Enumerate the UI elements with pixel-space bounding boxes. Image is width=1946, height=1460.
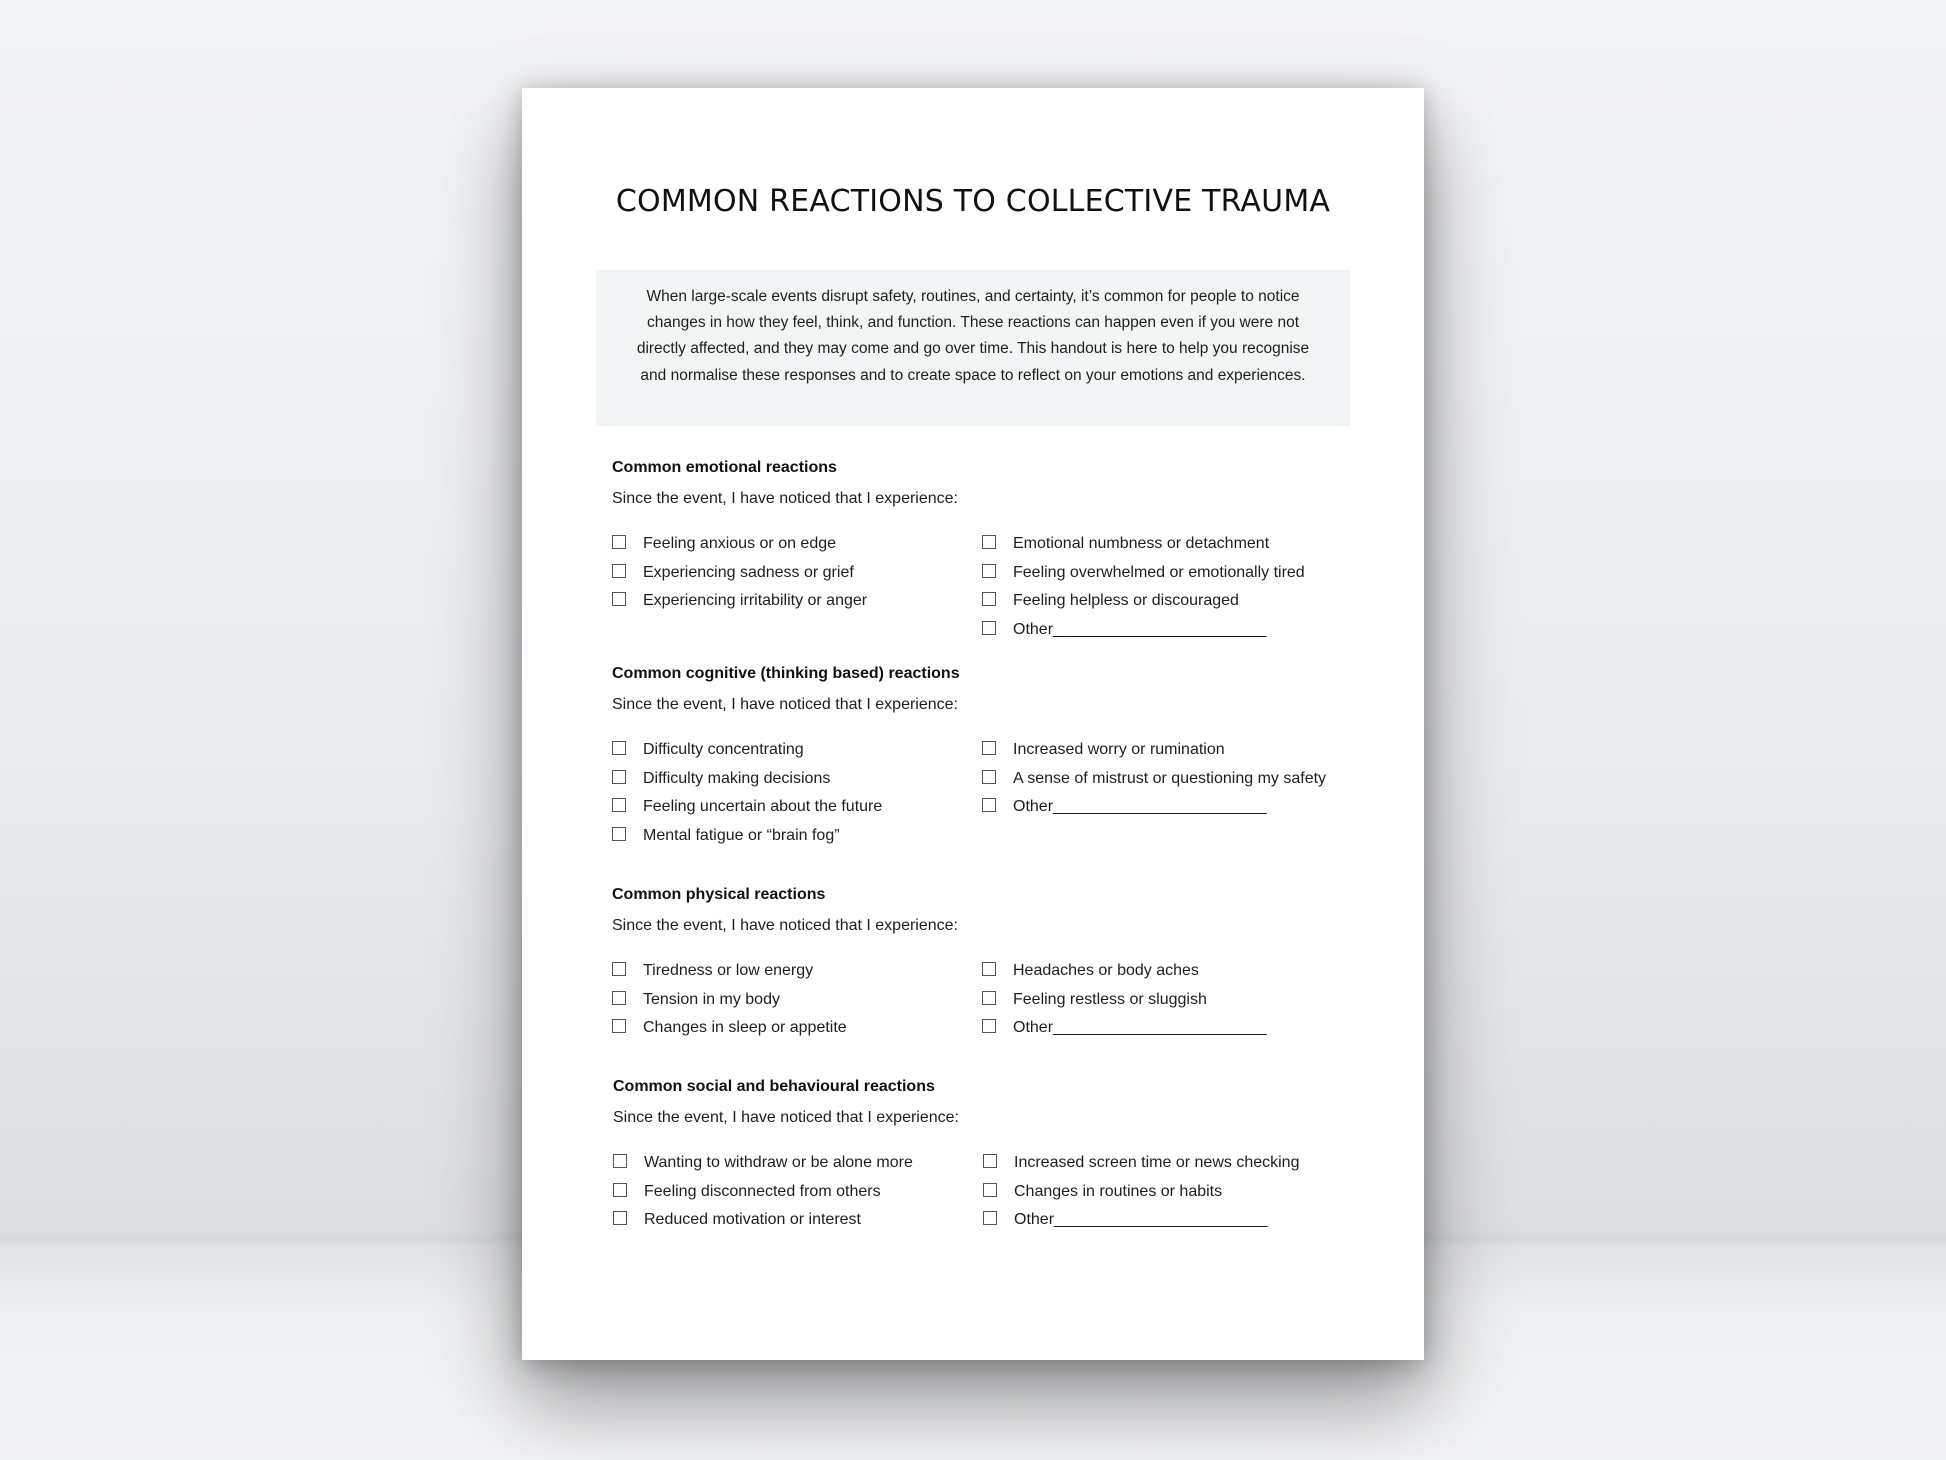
- checklist-item[interactable]: [612, 986, 847, 1015]
- checkbox[interactable]: [612, 962, 626, 976]
- checkbox[interactable]: [982, 1019, 996, 1033]
- checklist-item[interactable]: [982, 793, 1326, 822]
- checklist-item[interactable]: [982, 986, 1267, 1015]
- checklist-item-label: Feeling disconnected from others: [644, 1182, 881, 1200]
- checkbox[interactable]: [612, 991, 626, 1005]
- section-physical-right-list: [982, 957, 1267, 1043]
- section-physical-title: Common physical reactions: [612, 886, 826, 903]
- section-social-subtitle: Since the event, I have noticed that I experience:: [613, 1109, 959, 1126]
- intro-text: When large-scale events disrupt safety, routines, and certainty, it’s common for people to notice changes in how they feel, think, and function. These reactions can happen even if you were not directly affected, and they may come and go over time. This handout is here to help you recognise and normalise these responses and to create space to reflect on your emotions and experiences.: [636, 288, 1310, 384]
- checklist-item[interactable]: [612, 1014, 847, 1043]
- checkbox[interactable]: [613, 1154, 627, 1168]
- checkbox[interactable]: [982, 564, 996, 578]
- checkbox[interactable]: [982, 770, 996, 784]
- checklist-item-label: Difficulty concentrating: [643, 741, 804, 759]
- checklist-item-label: Experiencing irritability or anger: [643, 592, 868, 610]
- checkbox[interactable]: [612, 741, 626, 755]
- checkbox[interactable]: [612, 827, 626, 841]
- checklist-item-label: Increased worry or rumination: [1013, 741, 1225, 759]
- checkbox[interactable]: [982, 991, 996, 1005]
- checklist-item[interactable]: [982, 587, 1305, 616]
- checkbox[interactable]: [612, 535, 626, 549]
- checkbox[interactable]: [983, 1211, 997, 1225]
- checklist-item-label: Other________________________: [1014, 1211, 1268, 1229]
- checklist-item-label: Headaches or body aches: [1013, 962, 1199, 980]
- checklist-item-label: Other________________________: [1013, 620, 1267, 638]
- checkbox[interactable]: [613, 1183, 627, 1197]
- checklist-item-label: Tiredness or low energy: [643, 962, 814, 980]
- checklist-item[interactable]: [983, 1206, 1299, 1235]
- checklist-item[interactable]: [613, 1206, 913, 1235]
- checklist-item-label: Changes in routines or habits: [1014, 1182, 1223, 1200]
- checklist-item-label: Feeling uncertain about the future: [643, 798, 883, 816]
- checkbox[interactable]: [982, 798, 996, 812]
- checklist-item[interactable]: [613, 1149, 913, 1178]
- checklist-item-label: Experiencing sadness or grief: [643, 563, 854, 581]
- section-emotional-left-list: [612, 530, 867, 616]
- section-emotional-subtitle: Since the event, I have noticed that I experience:: [612, 490, 958, 507]
- checklist-item[interactable]: [612, 822, 882, 851]
- section-social-right-list: [983, 1149, 1299, 1235]
- checklist-item[interactable]: [982, 559, 1305, 588]
- section-social-title: Common social and behavioural reactions: [613, 1078, 935, 1095]
- checklist-item[interactable]: [983, 1149, 1299, 1178]
- handout-page: [522, 88, 1424, 1360]
- checklist-item[interactable]: [612, 793, 882, 822]
- checklist-item-label: Feeling overwhelmed or emotionally tired: [1013, 563, 1305, 581]
- checkbox[interactable]: [613, 1211, 627, 1225]
- checkbox[interactable]: [982, 535, 996, 549]
- checklist-item[interactable]: [983, 1178, 1299, 1207]
- checklist-item-label: Changes in sleep or appetite: [643, 1019, 847, 1037]
- checklist-item[interactable]: [982, 765, 1326, 794]
- checklist-item[interactable]: [982, 1014, 1267, 1043]
- checkbox[interactable]: [983, 1154, 997, 1168]
- checkbox[interactable]: [612, 1019, 626, 1033]
- checklist-item[interactable]: [612, 587, 867, 616]
- checklist-item-label: Reduced motivation or interest: [644, 1211, 861, 1229]
- checkbox[interactable]: [983, 1183, 997, 1197]
- checkbox[interactable]: [982, 741, 996, 755]
- checkbox[interactable]: [612, 592, 626, 606]
- checkbox[interactable]: [982, 621, 996, 635]
- checklist-item[interactable]: [612, 530, 867, 559]
- checklist-item-label: Emotional numbness or detachment: [1013, 535, 1270, 553]
- section-emotional-right-list: [982, 530, 1305, 644]
- checkbox[interactable]: [982, 592, 996, 606]
- section-cognitive-title: Common cognitive (thinking based) reactions: [612, 665, 960, 682]
- checklist-item-label: Tension in my body: [643, 990, 780, 1008]
- checklist-item[interactable]: [612, 736, 882, 765]
- checkbox[interactable]: [612, 770, 626, 784]
- checkbox[interactable]: [612, 798, 626, 812]
- checklist-item[interactable]: [982, 736, 1326, 765]
- checklist-item-label: A sense of mistrust or questioning my safety: [1013, 769, 1327, 787]
- checkbox[interactable]: [612, 564, 626, 578]
- page-title: COMMON REACTIONS TO COLLECTIVE TRAUMA: [615, 184, 1331, 219]
- checklist-item[interactable]: [982, 530, 1305, 559]
- checklist-item-label: Increased screen time or news checking: [1014, 1154, 1300, 1172]
- checklist-item[interactable]: [612, 559, 867, 588]
- section-social-left-list: [613, 1149, 913, 1235]
- section-physical-subtitle: Since the event, I have noticed that I experience:: [612, 917, 958, 934]
- checklist-item-label: Mental fatigue or “brain fog”: [643, 826, 840, 844]
- section-cognitive-subtitle: Since the event, I have noticed that I experience:: [612, 696, 958, 713]
- checklist-item[interactable]: [982, 957, 1267, 986]
- section-cognitive-right-list: [982, 736, 1326, 822]
- checklist-item-label: Difficulty making decisions: [643, 769, 831, 787]
- checklist-item[interactable]: [982, 616, 1305, 645]
- checklist-item[interactable]: [613, 1178, 913, 1207]
- checklist-item-label: Other________________________: [1013, 1019, 1267, 1037]
- checklist-item-label: Feeling anxious or on edge: [643, 535, 837, 553]
- checklist-item[interactable]: [612, 765, 882, 794]
- intro-box: [596, 270, 1350, 426]
- section-physical-left-list: [612, 957, 847, 1043]
- checklist-item-label: Other________________________: [1013, 798, 1267, 816]
- checklist-item-label: Feeling restless or sluggish: [1013, 990, 1207, 1008]
- checkbox[interactable]: [982, 962, 996, 976]
- section-emotional-title: Common emotional reactions: [612, 459, 837, 476]
- checklist-item[interactable]: [612, 957, 847, 986]
- checklist-item-label: Wanting to withdraw or be alone more: [644, 1154, 913, 1172]
- section-cognitive-left-list: [612, 736, 882, 850]
- checklist-item-label: Feeling helpless or discouraged: [1013, 592, 1239, 610]
